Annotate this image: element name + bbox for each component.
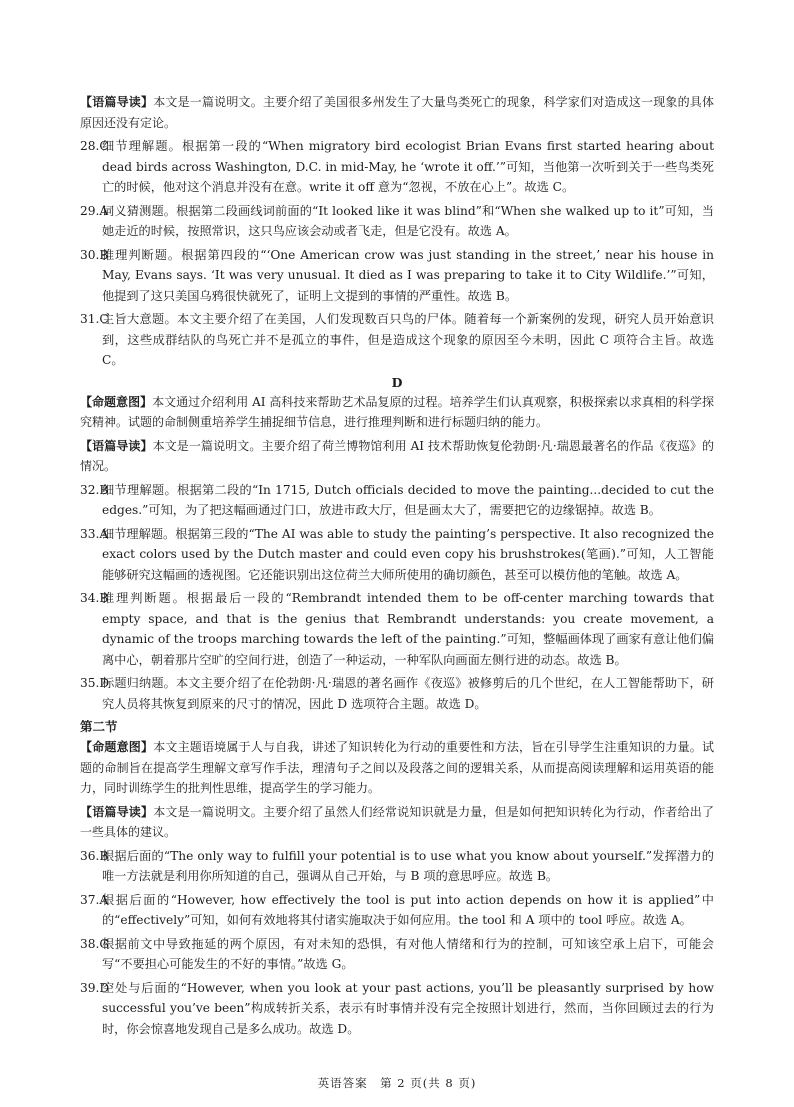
reading-guide-text: 本文是一篇说明文。主要介绍了虽然人们经常说知识就是力量，但是如何把知识转化为行动，作者给出了一些具体的建议。: [80, 804, 714, 839]
answers-section2: [80, 846, 714, 1040]
answer-number: 29.A: [80, 203, 109, 218]
reading-guide-section2: [80, 802, 714, 843]
design-intent-tag: 【命题意图】: [80, 394, 153, 409]
reading-guide-c: [80, 92, 714, 133]
answer-item: [80, 978, 714, 1040]
answer-item: [80, 588, 714, 670]
answer-explanation: 词义猜测题。根据第二段画线词前面的“It looked like it was blind”和“When she walked up to it”可知，当她走近的时候，按照常识，这只鸟应该会动或者飞走，但是它没有。故选 A。: [102, 203, 714, 238]
reading-guide-tag: 【语篇导读】: [80, 95, 154, 109]
answers-passage-c: [80, 136, 714, 371]
reading-guide-tag: 【语篇导读】: [80, 804, 154, 819]
answer-item: [80, 136, 714, 198]
answer-explanation: 根据后面的“However, how effectively the tool is put into action depends on how it is applied”中的“effectively”可知，如何有效地将其付诸实施取决于如何应用。the tool 和 A 项中的 tool 呼应。故选 A。: [102, 892, 714, 927]
answer-number: 37.A: [80, 892, 109, 907]
reading-guide-tag: 【语篇导读】: [80, 438, 153, 453]
answer-explanation: 推理判断题。根据最后一段的“Rembrandt intended them to be off-center marching towards that empty space, and that is the genius that Rembrandt understands: you create movement, a dynamic of the troops marching towards the left of the painting.”可知，整幅画体现了画家有意让他们偏离中心，朝着那片空旷的空间行进，创造了一种运动，一种军队向画面左侧行进的动态。故选 B。: [102, 591, 714, 667]
reading-guide-d: [80, 436, 714, 477]
section-two-heading: 第二节: [80, 719, 118, 734]
answer-item: [80, 846, 714, 887]
answer-explanation: 主旨大意题。本文主要介绍了在美国，人们发现数百只鸟的尸体。随着每一个新案例的发现，研究人员开始意识到，这些成群结队的鸟死亡并不是孤立的事件，但是造成这个现象的原因至今未明，因此 C 项符合主旨。故选 C。: [102, 312, 714, 367]
reading-guide-text: 本文是一篇说明文。主要介绍了美国很多州发生了大量鸟类死亡的现象，科学家们对造成这一现象的具体原因还没有定论。: [80, 95, 714, 130]
answer-explanation: 根据前文中导致拖延的两个原因，有对未知的恐惧，有对他人情绪和行为的控制，可知该空承上启下，可能会写“不要担心可能发生的不好的事情。”故选 G。: [102, 936, 714, 971]
design-intent-tag: 【命题意图】: [80, 740, 154, 754]
answer-number: 35.D: [80, 676, 110, 690]
answer-number: 28.C: [80, 139, 109, 153]
answer-item: [80, 890, 714, 931]
answer-item: [80, 201, 714, 242]
answer-explanation: 根据后面的“The only way to fulfill your potential is to use what you know about yourself.”发挥潜力的唯一方法就是利用你所知道的自己，强调从自己开始，与 B 项的意思呼应。故选 B。: [102, 848, 714, 883]
answer-item: [80, 524, 714, 586]
design-intent-text: 本文主题语境属于人与自我，讲述了知识转化为行动的重要性和方法，旨在引导学生注重知识的力量。试题的命制旨在提高学生理解文章写作手法，理清句子之间以及段落之间的逻辑关系，从而提高阅读理解和运用英语的能力，同时训练学生的批判性思维，提高学生的学习能力。: [80, 740, 714, 795]
answer-item: [80, 934, 714, 975]
answer-number: 33.A: [80, 526, 109, 541]
answer-explanation: 细节理解题。根据第一段的“When migratory bird ecologist Brian Evans first started hearing about dead birds across Washington, D.C. in mid-May, he ‘wrote it off.’”可知，当他第一次听到关于一些鸟类死亡的时候，他对这个消息并没有在意。write it off 意为“忽视，不放在心上”。故选 C。: [102, 139, 714, 194]
answer-explanation: 空处与后面的“However, when you look at your past actions, you’ll be pleasantly surprised by how successful you’ve been”构成转折关系，表示有时事情并没有完全按照计划进行，然而，当你回顾过去的行为时，你会惊喜地发现自己是多么成功。故选 D。: [102, 980, 714, 1036]
answer-explanation: 标题归纳题。本文主要介绍了在伦勃朗·凡·瑞恩的著名画作《夜巡》被修剪后的几个世纪，在人工智能帮助下，研究人员将其恢复到原来的尺寸的情况，因此 D 选项符合主题。故选 D。: [102, 676, 714, 711]
answer-number: 38.G: [80, 936, 110, 951]
answers-passage-d: [80, 480, 714, 715]
answer-number: 34.B: [80, 591, 109, 605]
reading-guide-text: 本文是一篇说明文。主要介绍了荷兰博物馆利用 AI 技术帮助恢复伦勃朗·凡·瑞恩最著名的作品《夜巡》的情况。: [80, 438, 714, 473]
answer-number: 31.C: [80, 312, 109, 326]
answer-explanation: 推理判断题。根据第四段的“‘One American crow was just standing in the street,’ near his house in May, Evans says. ‘It was very unusual. It died as I was preparing to take it to City Wildlife.’”可知，他提到了这只美国乌鸦很快就死了，证明上文提到的事情的严重性。故选 B。: [102, 247, 714, 303]
answer-item: [80, 480, 714, 521]
answer-item: [80, 245, 714, 307]
answer-number: 39.D: [80, 980, 110, 995]
answer-explanation: 细节理解题。根据第三段的“The AI was able to study the painting’s perspective. It also recognized the exact colors used by the Dutch master and could even copy his brushstrokes(笔画).”可知，人工智能能够研究这幅画的透视图。它还能识别出这位荷兰大师所使用的确切颜色，甚至可以模仿他的笔触。故选 A。: [102, 526, 714, 582]
answer-item: [80, 309, 714, 371]
design-intent-d: [80, 392, 714, 433]
answer-number: 32.B: [80, 482, 109, 497]
answer-number: 36.B: [80, 848, 109, 863]
answer-item: [80, 673, 714, 714]
passage-d-heading: D: [391, 374, 403, 390]
page-footer: 英语答案 第 2 页(共 8 页): [317, 1076, 477, 1090]
answer-number: 30.B: [80, 247, 109, 262]
design-intent-text: 本文通过介绍利用 AI 高科技来帮助艺术品复原的过程。培养学生们认真观察，积极探索以求真相的科学探究精神。试题的命制侧重培养学生捕捉细节信息，进行推理判断和进行标题归纳的能力。: [80, 394, 714, 429]
design-intent-section2: [80, 737, 714, 799]
answer-explanation: 细节理解题。根据第二段的“In 1715, Dutch officials decided to move the painting...decided to cut the edges.”可知，为了把这幅画通过门口，放进市政大厅，但是画太大了，需要把它的边缘锯掉。故选 B。: [102, 482, 714, 517]
